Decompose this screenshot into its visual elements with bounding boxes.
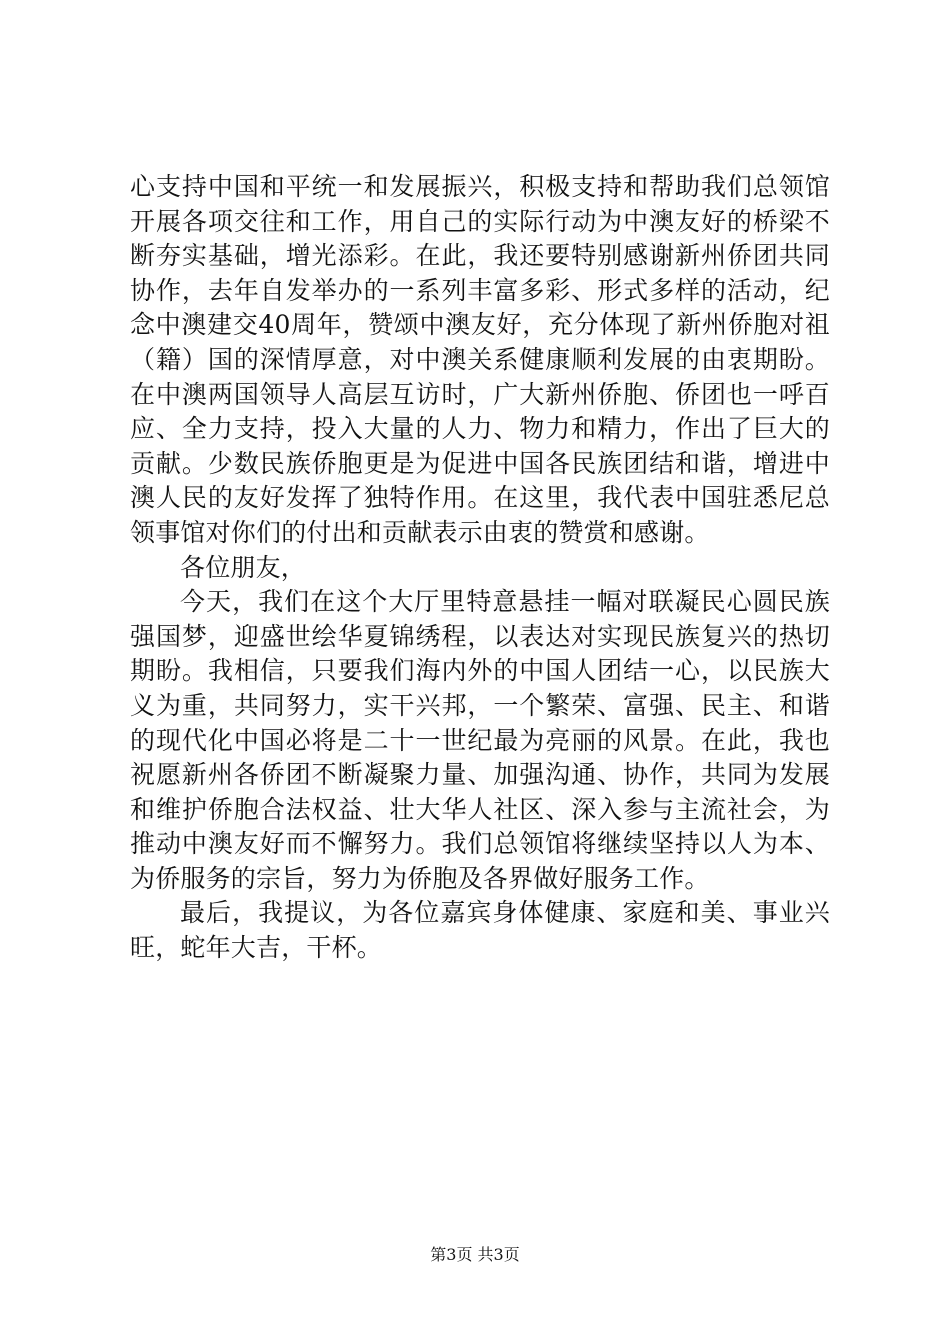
body-line: 为侨服务的宗旨，努力为侨胞及各界做好服务工作。 <box>130 863 710 893</box>
body-line: 各位朋友， <box>180 552 307 582</box>
body-line: 今天，我们在这个大厅里特意悬挂一幅对联凝民心圆民族 <box>180 587 830 617</box>
body-line: 的现代化中国必将是二十一世纪最为亮丽的风景。在此，我也 <box>130 725 830 755</box>
body-line: 期盼。我相信，只要我们海内外的中国人团结一心，以民族大 <box>130 656 830 686</box>
body-line: 义为重，共同努力，实干兴邦，一个繁荣、富强、民主、和谐 <box>130 690 830 720</box>
body-line: 旺，蛇年大吉，干杯。 <box>130 933 383 963</box>
body-line: 最后，我提议，为各位嘉宾身体健康、家庭和美、事业兴 <box>180 898 830 928</box>
body-line: （籍）国的深情厚意，对中澳关系健康顺利发展的由衷期盼。 <box>130 344 830 374</box>
body-line: 澳人民的友好发挥了独特作用。在这里，我代表中国驻悉尼总 <box>130 483 830 513</box>
body-line: 开展各项交往和工作，用自己的实际行动为中澳友好的桥梁不 <box>130 206 830 236</box>
body-line: 协作，去年自发举办的一系列丰富多彩、形式多样的活动，纪 <box>130 275 830 305</box>
page-footer: 第3页 共3页 <box>430 1245 520 1264</box>
body-line: 领事馆对你们的付出和贡献表示由衷的赞赏和感谢。 <box>130 517 710 547</box>
body-line: 贡献。少数民族侨胞更是为促进中国各民族团结和谐，增进中 <box>130 448 830 478</box>
body-line: 在中澳两国领导人高层互访时，广大新州侨胞、侨团也一呼百 <box>130 379 830 409</box>
body-line: 祝愿新州各侨团不断凝聚力量、加强沟通、协作，共同为发展 <box>130 760 830 790</box>
body-line: 断夯实基础，增光添彩。在此，我还要特别感谢新州侨团共同 <box>130 241 830 271</box>
body-line: 心支持中国和平统一和发展振兴，积极支持和帮助我们总领馆 <box>130 172 830 201</box>
body-line: 推动中澳友好而不懈努力。我们总领馆将继续坚持以人为本、 <box>130 829 830 859</box>
body-line: 强国梦，迎盛世绘华夏锦绣程，以表达对实现民族复兴的热切 <box>130 621 830 651</box>
body-line: 应、全力支持，投入大量的人力、物力和精力，作出了巨大的 <box>130 414 830 444</box>
body-line: 念中澳建交40周年，赞颂中澳友好，充分体现了新州侨胞对祖 <box>130 310 830 340</box>
document-body <box>130 170 830 966</box>
body-line: 和维护侨胞合法权益、壮大华人社区、深入参与主流社会，为 <box>130 794 830 824</box>
